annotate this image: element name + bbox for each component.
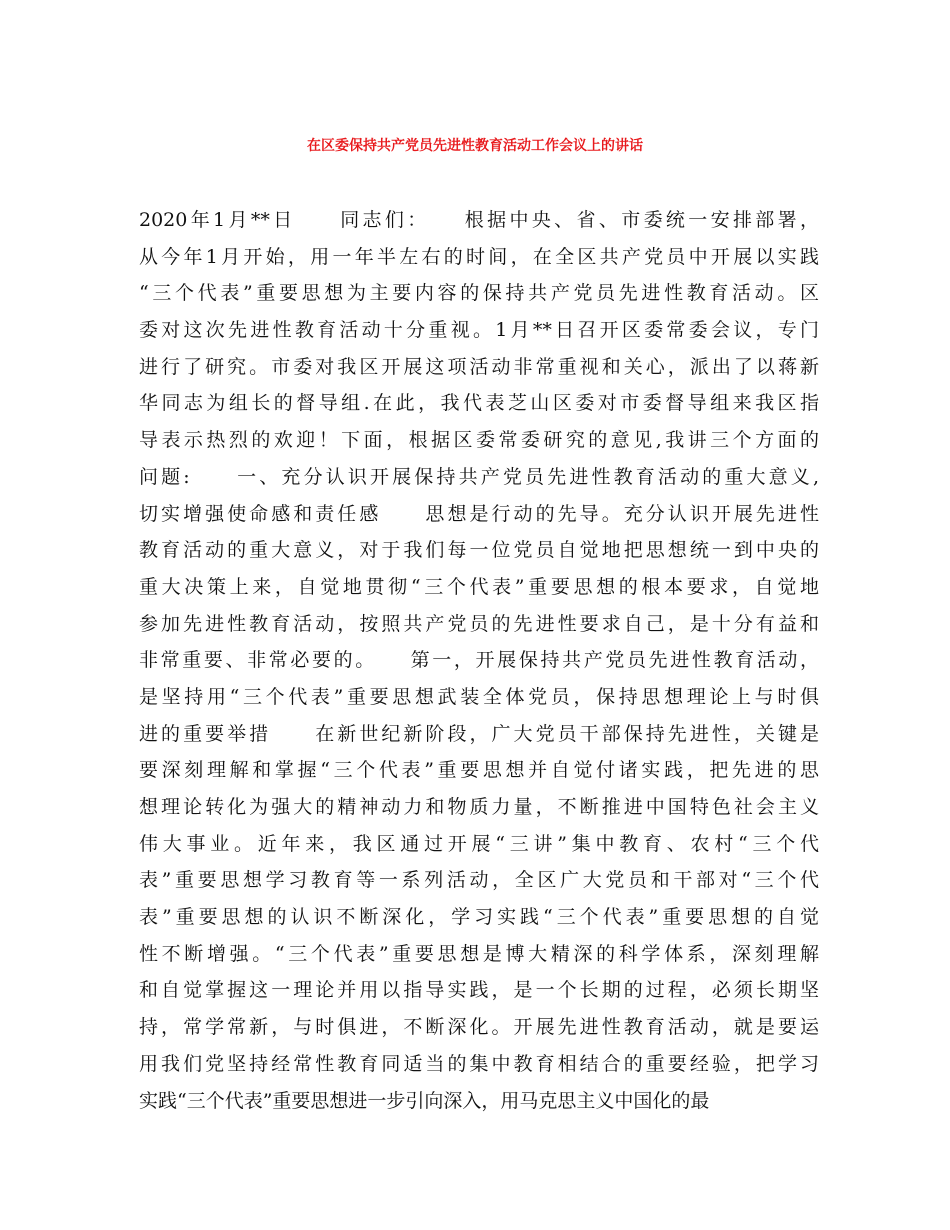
document-title: 在区委保持共产党员先进性教育活动工作会议上的讲话 <box>307 138 643 154</box>
body-text-line: 进的重要举措 在新世纪新阶段，广大党员干部保持先进性，关键是 <box>139 722 819 745</box>
body-text-line: 切实增强使命感和责任感 思想是行动的先导。充分认识开展先进性 <box>139 502 819 525</box>
body-text-line: 委对这次先进性教育活动十分重视。1月**日召开区委常委会议，专门 <box>139 319 819 342</box>
body-text-line: 华同志为组长的督导组.在此，我代表芝山区委对市委督导组来我区指 <box>139 392 819 415</box>
body-text-line: 参加先进性教育活动，按照共产党员的先进性要求自己，是十分有益和 <box>139 612 819 635</box>
body-text-line: “三个代表”重要思想为主要内容的保持共产党员先进性教育活动。区 <box>139 282 819 305</box>
body-text-line: 用我们党坚持经常性教育同适当的集中教育相结合的重要经验，把学习 <box>139 1052 819 1075</box>
body-text-line: 问题: 一、充分认识开展保持共产党员先进性教育活动的重大意义, <box>139 465 819 488</box>
body-text-line: 重大决策上来，自觉地贯彻“三个代表”重要思想的根本要求，自觉地 <box>139 575 819 598</box>
body-text-line: 表”重要思想的认识不断深化，学习实践“三个代表”重要思想的自觉 <box>139 906 819 929</box>
body-text-line: 是坚持用“三个代表”重要思想武装全体党员，保持思想理论上与时俱 <box>139 685 819 708</box>
body-text-line: 非常重要、非常必要的。 第一，开展保持共产党员先进性教育活动， <box>139 649 819 672</box>
body-text-line: 性不断增强。“三个代表”重要思想是博大精深的科学体系，深刻理解 <box>139 942 819 965</box>
document-body <box>139 202 819 1119</box>
body-text-line: 2020年1月**日 同志们： 根据中央、省、市委统一安排部署， <box>139 209 819 231</box>
body-text-line: 想理论转化为强大的精神动力和物质力量，不断推进中国特色社会主义 <box>139 796 819 818</box>
body-text-line: 导表示热烈的欢迎！下面，根据区委常委研究的意见,我讲三个方面的 <box>139 429 819 452</box>
body-text-line: 和自觉掌握这一理论并用以指导实践，是一个长期的过程，必须长期坚 <box>139 979 819 1002</box>
body-text-line: 持，常学常新，与时俱进，不断深化。开展先进性教育活动，就是要运 <box>139 1016 819 1039</box>
body-text-line: 伟大事业。近年来，我区通过开展“三讲”集中教育、农村“三个代 <box>139 832 819 855</box>
body-text-line: 进行了研究。市委对我区开展这项活动非常重视和关心，派出了以蒋新 <box>139 355 819 378</box>
body-text-line: 表”重要思想学习教育等一系列活动，全区广大党员和干部对“三个代 <box>139 869 819 892</box>
body-text-line: 教育活动的重大意义，对于我们每一位党员自觉地把思想统一到中央的 <box>139 539 819 562</box>
body-text-line: 实践“三个代表”重要思想进一步引向深入，用马克思主义中国化的最 <box>139 1089 710 1112</box>
body-text-line: 要深刻理解和掌握“三个代表”重要思想并自觉付诸实践，把先进的思 <box>139 759 819 782</box>
body-text-line: 从今年1月开始，用一年半左右的时间，在全区共产党员中开展以实践 <box>139 245 819 268</box>
